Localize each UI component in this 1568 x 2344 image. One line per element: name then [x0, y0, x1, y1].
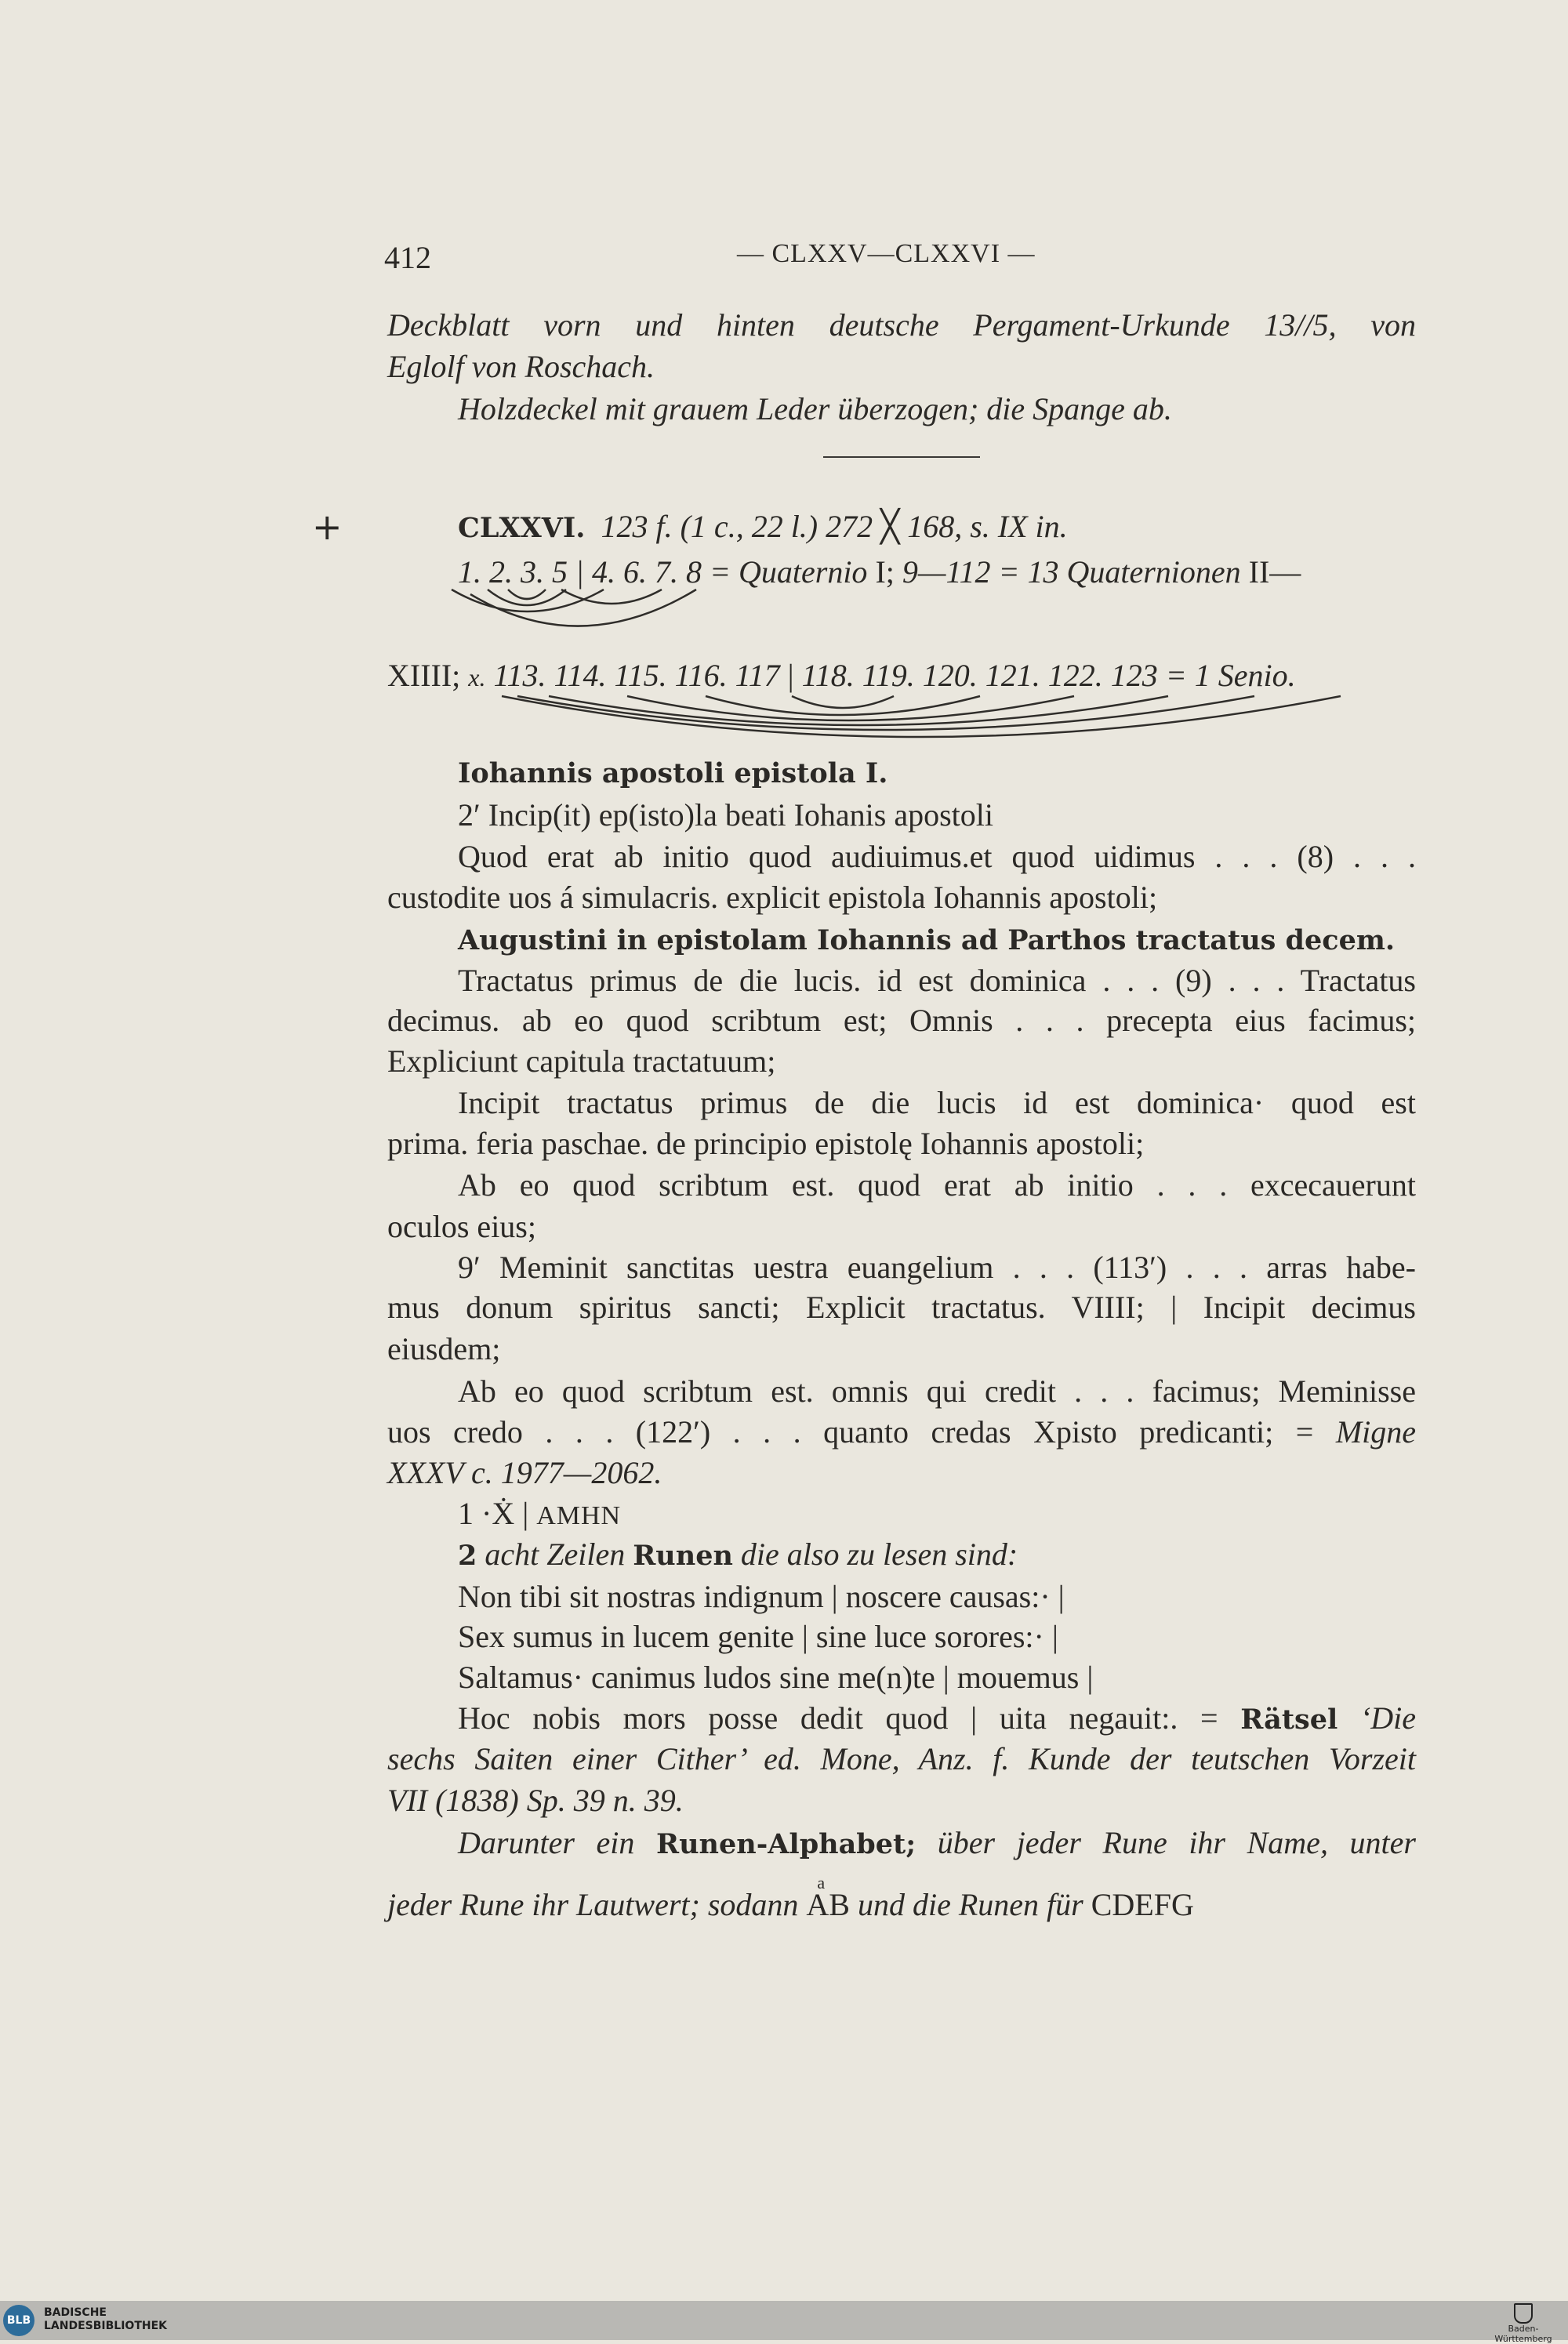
text-line: prima. feria paschae. de principio epistolę Iohannis apostoli; — [387, 1126, 1145, 1161]
quire-line: XIIII; x. 113. 114. 115. 116. 117 | 118. 119. 120. 121. 122. 123 = 1 Senio. — [387, 658, 1296, 693]
text-line: XXXV c. 1977—2062. — [387, 1455, 662, 1490]
text-line: 9′ Meminit sanctitas uestra euangelium . . . (113′) . . . arras habe- — [458, 1250, 1416, 1285]
margin-mark: + — [312, 506, 343, 548]
library-logo-text: BADISCHE LANDESBIBLIOTHEK — [44, 2306, 168, 2332]
state-logo: Baden-Württemberg — [1482, 2303, 1565, 2338]
text-line: custodite uos á simulacris. explicit epistola Iohannis apostoli; — [387, 880, 1158, 915]
text-line: jeder Rune ihr Lautwert; sodann a AB und die Runen für CDEFG — [387, 1885, 1416, 1925]
text-line: eiusdem; — [387, 1331, 501, 1366]
text-line: decimus. ab eo quod scribtum est; Omnis . . . precepta eius facimus; — [387, 1003, 1416, 1038]
text-line: uos credo . . . (122′) . . . quanto credas Xpisto predicanti; = Migne — [387, 1414, 1416, 1450]
text-line: Holzdeckel mit grauem Leder überzogen; die Spange ab. — [458, 391, 1172, 426]
section-heading: Iohannis apostoli epistola I. — [458, 757, 888, 789]
crest-icon — [1514, 2303, 1533, 2324]
verse-line: Hoc nobis mors posse dedit quod | uita negauit:. = Rätsel ‘Die — [458, 1700, 1417, 1736]
rune-ab: a AB — [806, 1873, 850, 1922]
entry-number: CLXXVI. — [458, 512, 586, 544]
entry-description: 123 f. (1 c., 22 l.) 272 ╳ 168, s. IX in. — [601, 509, 1068, 544]
text-line: 2 acht Zeilen Runen die also zu lesen sind: — [458, 1537, 1018, 1572]
page-number: 412 — [384, 240, 431, 275]
text-line: Tractatus primus de die lucis. id est dominica . . . (9) . . . Tractatus — [458, 963, 1416, 998]
text-line: VII (1838) Sp. 39 n. 39. — [387, 1783, 684, 1818]
text-line: Ab eo quod scribtum est. omnis qui credit . . . facimus; Meminisse — [458, 1373, 1416, 1409]
text-line: oculos eius; — [387, 1209, 536, 1244]
text-line: sechs Saiten einer Cither’ ed. Mone, Anz. f. Kunde der teutschen Vorzeit — [387, 1741, 1416, 1776]
text-line: Deckblatt vorn und hinten deutsche Pergament-Urkunde 13//5, von — [387, 307, 1416, 343]
verse-line: Saltamus· canimus ludos sine me(n)te | mouemus | — [458, 1660, 1094, 1695]
quire-folios: 1. 2. 3. 5 | 4. 6. 7. 8 — [458, 554, 702, 590]
text-line: Incipit tractatus primus de die lucis id est dominica· quod est — [458, 1085, 1416, 1120]
text-line: Ab eo quod scribtum est. quod erat ab initio . . . excecauerunt — [458, 1167, 1416, 1203]
library-logo-badge: BLB — [3, 2305, 34, 2336]
text-line: 1 ·Ẋ | AMHN — [458, 1496, 622, 1531]
text-line: Quod erat ab initio quod audiuimus.et quod uidimus . . . (8) . . . — [458, 839, 1416, 874]
running-header: — CLXXV—CLXXVI — — [737, 239, 1036, 268]
verse-line: Non tibi sit nostras indignum | noscere causas:· | — [458, 1579, 1065, 1614]
text-line: Eglolf von Roschach. — [387, 349, 655, 384]
text-line: 2′ Incip(it) ep(isto)la beati Iohanis apostoli — [458, 797, 994, 833]
verse-line: Sex sumus in lucem genite | sine luce sorores:· | — [458, 1619, 1058, 1654]
text-line: Darunter ein Runen-Alphabet; über jeder Rune ihr Name, unter — [458, 1825, 1416, 1860]
section-heading: Augustini in epistolam Iohannis ad Parthos tractatus decem. — [458, 924, 1396, 956]
text-line: mus donum spiritus sancti; Explicit tractatus. VIIII; | Incipit decimus — [387, 1290, 1416, 1325]
quire-line: 1. 2. 3. 5 | 4. 6. 7. 8 = Quaternio I; 9—112 = 13 Quaternionen II— — [458, 554, 1301, 590]
text-line: Expliciunt capitula tractatuum; — [387, 1043, 776, 1079]
footer-bar — [0, 2301, 1568, 2340]
